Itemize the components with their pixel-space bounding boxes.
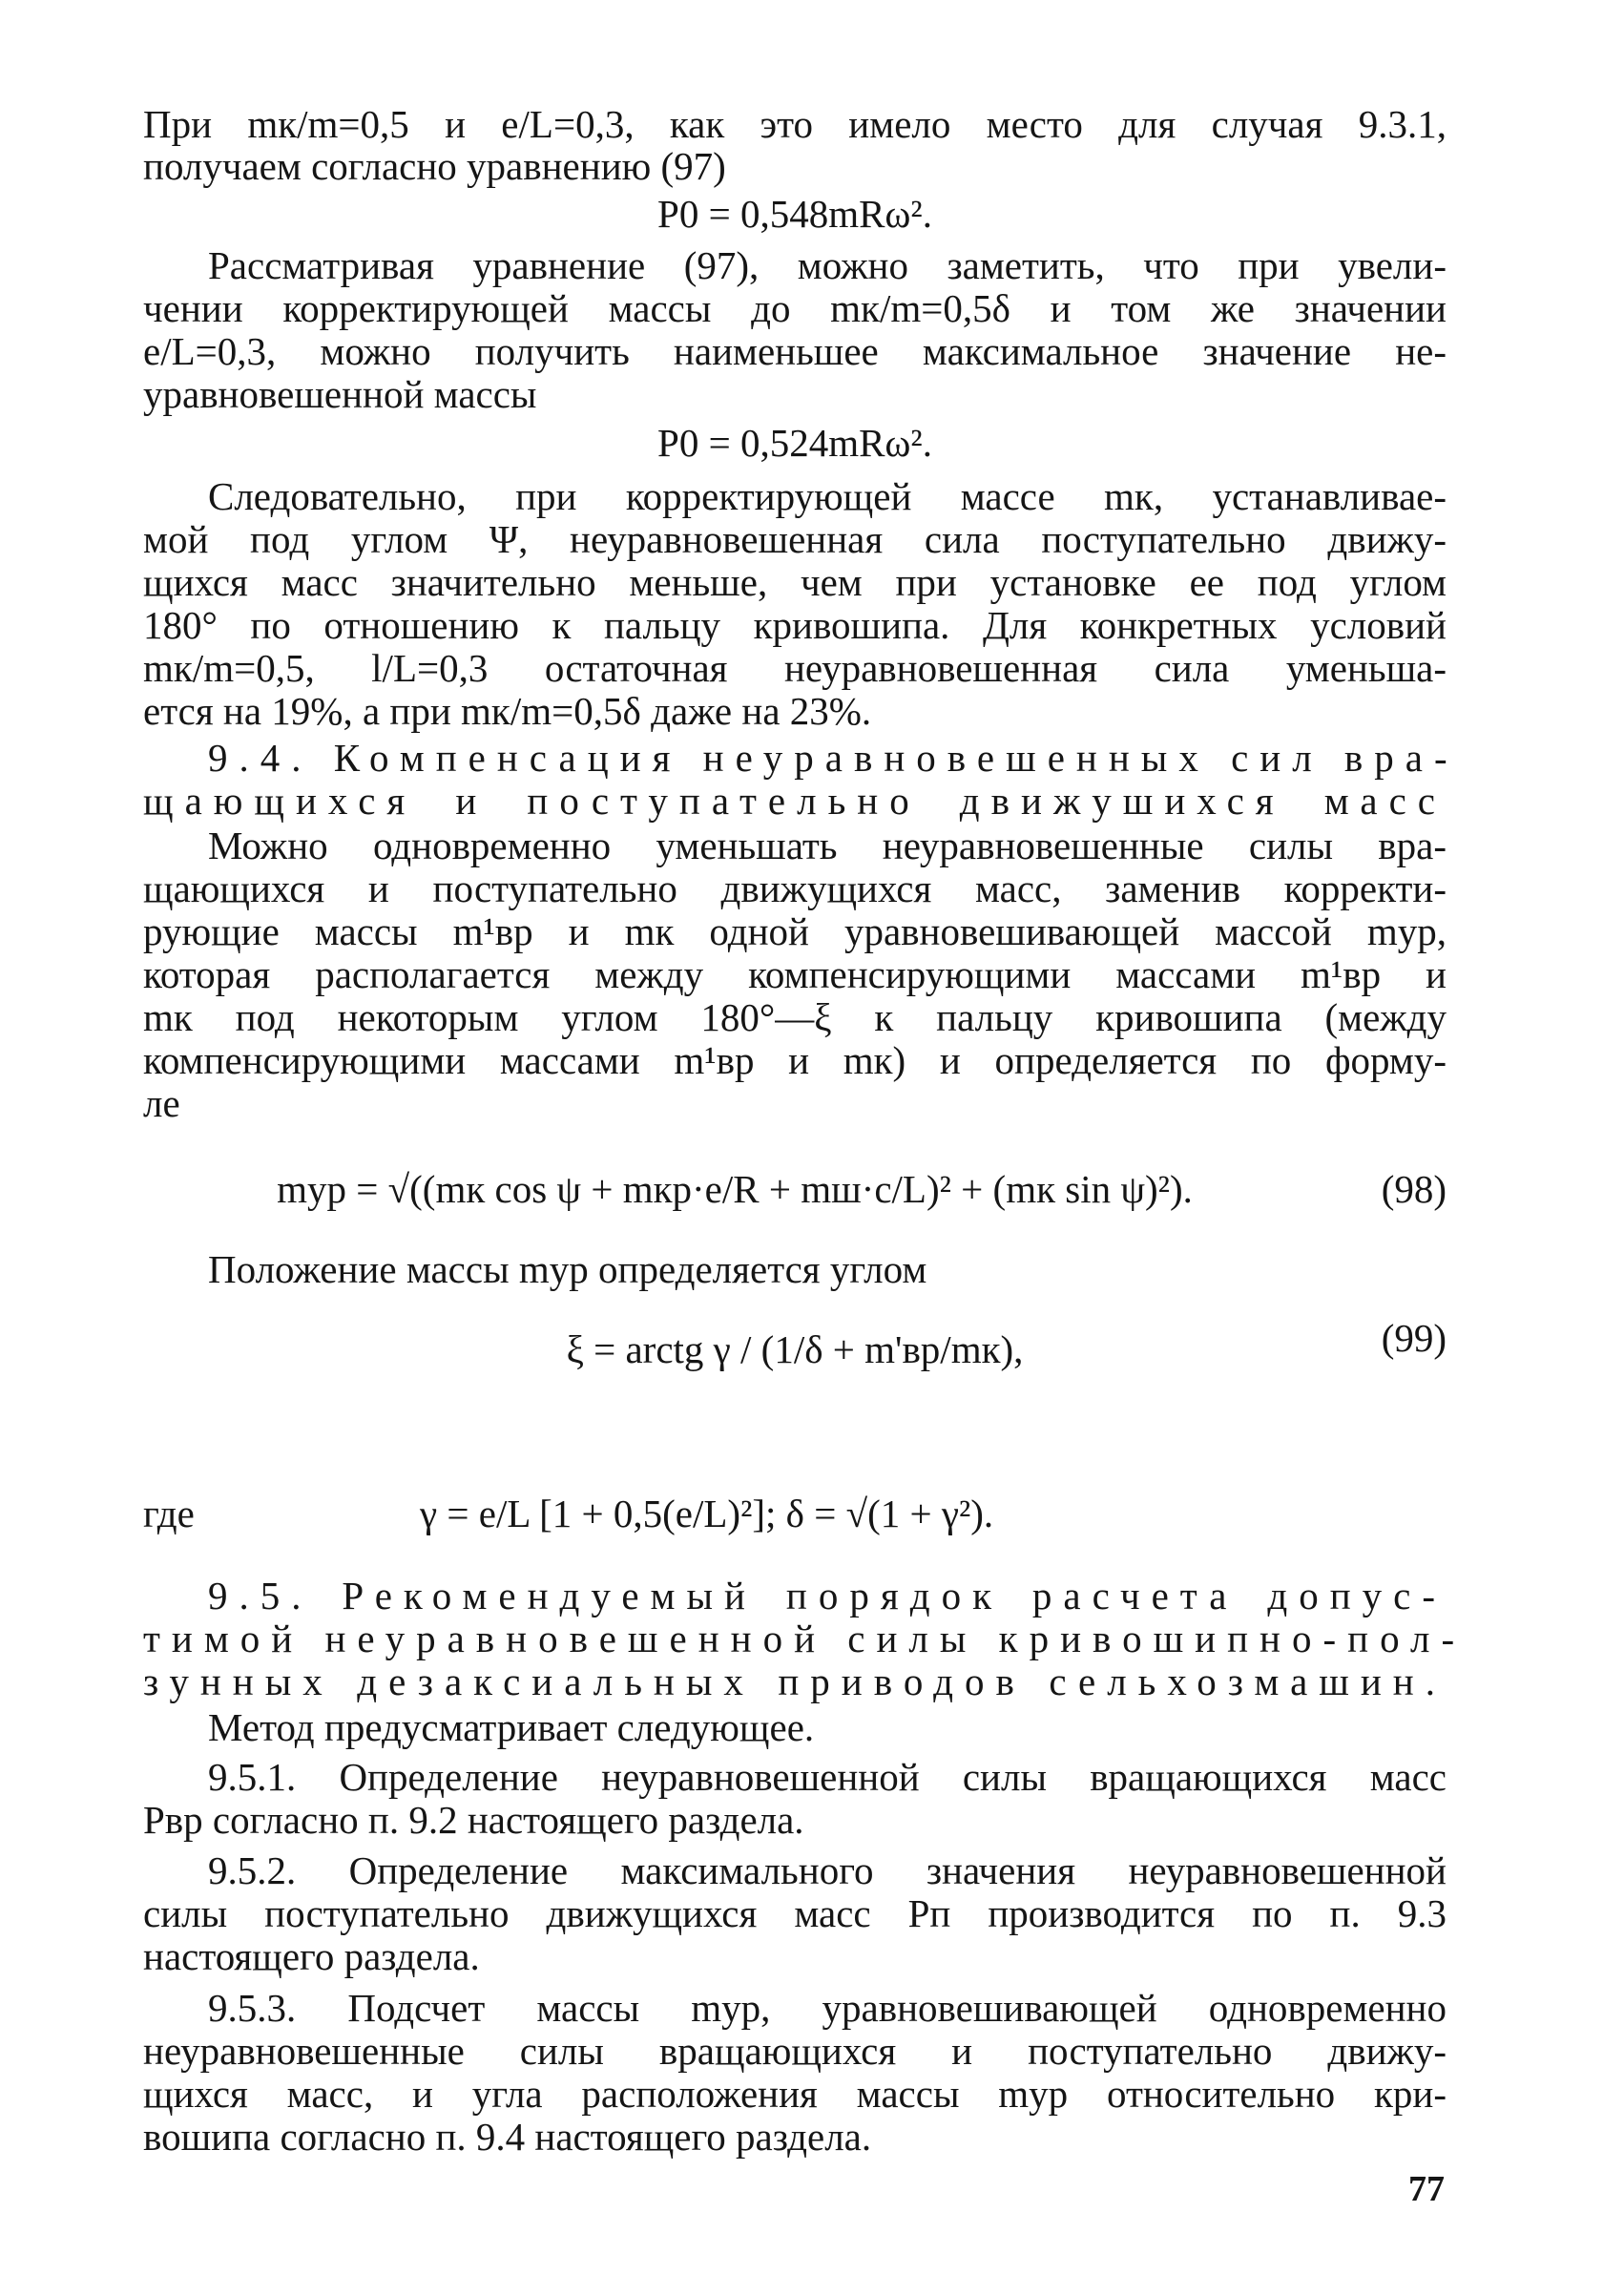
text-line: силы поступательно движущихся масс Pп производится по п. 9.3 (143, 1891, 1447, 1935)
text-line: получаем согласно уравнению (97) (143, 144, 726, 188)
text-line: 180° по отношению к пальцу кривошипа. Для конкретных условий (143, 603, 1447, 647)
text-line: Рассматривая уравнение (97), можно заметить, что при увели- (208, 243, 1447, 287)
text-line: Метод предусматривает следующее. (208, 1705, 815, 1749)
text-line: 9.5.1. Определение неуравновешенной силы вращающихся масс (208, 1755, 1447, 1799)
text-line: мой под углом Ψ, неуравновешенная сила поступательно движу- (143, 517, 1447, 561)
text-line: компенсирующими массами m¹вр и mк) и определяется по форму- (143, 1038, 1447, 1082)
section-heading: тимой неуравновешенной силы кривошипно-пол- (143, 1617, 1467, 1660)
section-heading: щающихся и поступательно движушихся масс (143, 779, 1447, 823)
formula-p0-1: P0 = 0,548mRω². (657, 192, 932, 236)
text-line: которая располагается между компенсирующими массами m¹вр и (143, 952, 1447, 996)
text-gde: где (143, 1492, 195, 1535)
text-line: mк под некоторым углом 180°—ξ к пальцу кривошипа (между (143, 995, 1447, 1039)
text-line: щихся масс, и угла расположения массы mур относительно кри- (143, 2072, 1447, 2116)
section-heading: 9.4. Компенсация неуравновешенных сил вра- (208, 736, 1459, 780)
text-line: ле (143, 1081, 180, 1125)
text-line: 9.5.2. Определение максимального значения неуравновешенной (208, 1848, 1447, 1892)
page-number: 77 (1408, 2169, 1445, 2209)
text-line: настоящего раздела. (143, 1934, 480, 1978)
text-line: неуравновешенные силы вращающихся и поступательно движу- (143, 2029, 1447, 2073)
text-line: уравновешенной массы (143, 372, 537, 416)
equation-number: (99) (1381, 1316, 1447, 1360)
text-line: вошипа согласно п. 9.4 настоящего раздела. (143, 2115, 872, 2159)
equation-number: (98) (1381, 1167, 1447, 1211)
text-line: Можно одновременно уменьшать неуравновешенные силы вра- (208, 824, 1447, 867)
text-line: Следовательно, при корректирующей массе mк, устанавливае- (208, 474, 1447, 518)
text-line: Pвр согласно п. 9.2 настоящего раздела. (143, 1798, 804, 1842)
text-line: щающихся и поступательно движущихся масс, заменив корректи- (143, 866, 1447, 910)
text-line: чении корректирующей массы до mк/m=0,5δ и том же значении (143, 286, 1447, 330)
text-line: ется на 19%, а при mк/m=0,5δ даже на 23%. (143, 689, 872, 733)
text-line: 9.5.3. Подсчет массы mур, уравновешивающей одновременно (208, 1986, 1447, 2030)
section-heading: зунных дезаксиальных приводов сельхозмашин. (143, 1659, 1447, 1703)
text-line: e/L=0,3, можно получить наименьшее максимальное значение не- (143, 329, 1447, 373)
text-line: рующие массы m¹вр и mк одной уравновешивающей массой mур, (143, 909, 1447, 953)
formula-p0-2: P0 = 0,524mRω². (657, 421, 932, 465)
equation-gamma-delta: γ = e/L [1 + 0,5(e/L)²]; δ = √(1 + γ²). (420, 1492, 994, 1535)
equation-98: mур = √((mк cos ψ + mкр·e/R + mш·c/L)² + (mк sin ψ)²). (277, 1167, 1193, 1211)
text-line: щихся масс значительно меньше, чем при установке ее под углом (143, 560, 1447, 604)
section-heading: 9.5. Рекомендуемый порядок расчета допус- (208, 1574, 1447, 1618)
equation-99: ξ = arctg γ / (1/δ + m'вр/mк), (566, 1327, 1024, 1371)
text-line: Положение массы mур определяется углом (208, 1247, 927, 1291)
text-line: mк/m=0,5, l/L=0,3 остаточная неуравновешенная сила уменьша- (143, 646, 1447, 690)
text-line: При mк/m=0,5 и e/L=0,3, как это имело место для случая 9.3.1, (143, 102, 1447, 146)
